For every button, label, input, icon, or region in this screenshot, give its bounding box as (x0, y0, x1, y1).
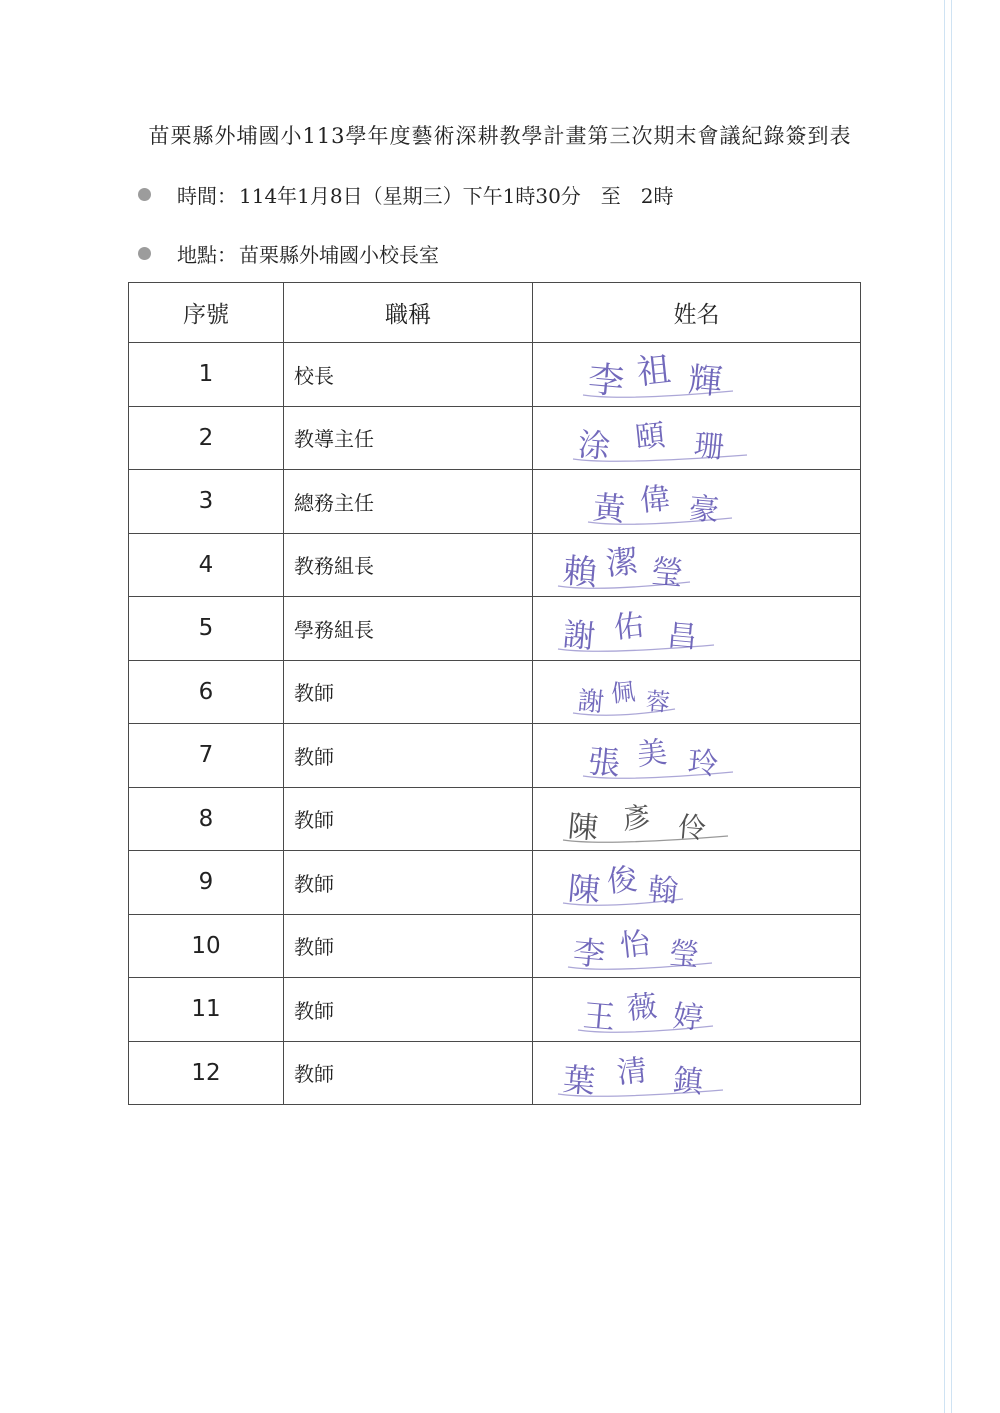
signature-cell (533, 660, 861, 724)
row-title: 學務組長 (284, 597, 533, 661)
signature-glyph: 瑩 (649, 551, 685, 593)
row-number: 11 (129, 978, 284, 1042)
signature-glyph: 黃 (591, 488, 627, 529)
table-row (129, 851, 861, 915)
sign-in-table (128, 282, 861, 1105)
table-row (129, 406, 861, 470)
signature-glyph: 鎮 (671, 1062, 705, 1101)
signature-glyph: 豪 (687, 491, 721, 529)
table-row (129, 597, 861, 661)
row-number: 7 (129, 724, 284, 788)
handwritten-signature (533, 724, 862, 788)
signature-cell (533, 1041, 861, 1105)
signature-cell (533, 851, 861, 915)
page-title: 苗栗縣外埔國小113學年度藝術深耕教學計畫第三次期末會議紀錄簽到表 (148, 124, 852, 148)
signature-glyph: 偉 (638, 481, 672, 519)
signature-glyph: 陳 (566, 808, 600, 847)
row-number: 5 (129, 597, 284, 661)
signature-glyph: 佑 (612, 608, 646, 646)
row-number: 6 (129, 660, 284, 724)
signature-glyph: 昌 (665, 618, 699, 656)
handwritten-signature (533, 851, 862, 915)
signature-glyph: 清 (615, 1052, 649, 1091)
row-title: 教師 (284, 914, 533, 978)
signature-cell (533, 470, 861, 534)
signature-glyph: 張 (586, 742, 622, 783)
row-title: 教務組長 (284, 533, 533, 597)
row-number: 10 (129, 914, 284, 978)
table-row (129, 470, 861, 534)
handwritten-signature (533, 470, 862, 534)
signature-glyph: 瑩 (667, 935, 701, 974)
bullet-icon (138, 247, 151, 260)
signature-glyph: 涂 (576, 424, 612, 466)
table-row (129, 533, 861, 597)
handwritten-signature (533, 534, 862, 598)
row-number: 12 (129, 1041, 284, 1105)
signature-glyph: 珊 (692, 427, 726, 466)
handwritten-signature (533, 661, 862, 725)
signature-glyph: 玲 (686, 745, 720, 783)
row-number: 4 (129, 533, 284, 597)
scan-edge-line (944, 0, 945, 1413)
row-title: 教師 (284, 851, 533, 915)
signature-glyph: 頤 (633, 417, 667, 456)
meeting-time (138, 180, 674, 209)
signature-glyph: 美 (635, 735, 669, 773)
header-title: 職稱 (284, 283, 533, 343)
table-row (129, 1041, 861, 1105)
row-title: 教師 (284, 978, 533, 1042)
signature-glyph: 祖 (634, 349, 673, 393)
signature-glyph: 薇 (625, 989, 659, 1027)
header-number: 序號 (129, 283, 284, 343)
signature-glyph: 婷 (671, 999, 705, 1037)
table-row (129, 660, 861, 724)
signature-glyph: 賴 (561, 550, 599, 594)
signature-glyph: 翰 (646, 872, 680, 910)
scan-edge-line (951, 0, 952, 1413)
time-label: 時間： (177, 184, 237, 208)
signature-cell (533, 533, 861, 597)
row-number: 1 (129, 343, 284, 407)
signature-glyph: 蓉 (644, 686, 672, 717)
signature-cell (533, 914, 861, 978)
table-row (129, 343, 861, 407)
table-row (129, 724, 861, 788)
signature-glyph: 輝 (686, 360, 724, 403)
handwritten-signature (533, 788, 862, 852)
signature-cell (533, 724, 861, 788)
signature-glyph: 伶 (676, 809, 708, 845)
signature-glyph: 謝 (561, 615, 597, 656)
time-value: 114年1月8日（星期三）下午1時30分 至 2時 (239, 184, 674, 208)
signature-cell (533, 406, 861, 470)
signature-glyph: 俊 (605, 862, 639, 900)
signature-glyph: 潔 (603, 541, 640, 583)
signature-cell (533, 343, 861, 407)
signature-glyph: 葉 (561, 1059, 597, 1101)
row-number: 3 (129, 470, 284, 534)
row-title: 校長 (284, 343, 533, 407)
signature-glyph: 謝 (576, 685, 606, 718)
row-number: 9 (129, 851, 284, 915)
row-title: 教師 (284, 724, 533, 788)
signature-glyph: 怡 (618, 925, 652, 964)
row-title: 教師 (284, 660, 533, 724)
signature-glyph: 佩 (609, 677, 637, 708)
handwritten-signature (533, 343, 862, 407)
table-row (129, 978, 861, 1042)
header-name: 姓名 (533, 283, 861, 343)
signature-cell (533, 597, 861, 661)
table-header-row (129, 283, 861, 343)
row-title: 教師 (284, 1041, 533, 1105)
place-label: 地點： (177, 243, 237, 267)
handwritten-signature (533, 978, 862, 1042)
row-number: 2 (129, 406, 284, 470)
meeting-place (138, 239, 439, 268)
row-title: 教導主任 (284, 406, 533, 470)
signature-glyph: 陳 (566, 869, 602, 910)
place-value: 苗栗縣外埔國小校長室 (239, 243, 439, 267)
signature-glyph: 王 (581, 996, 617, 1037)
signature-glyph: 彥 (620, 799, 652, 836)
signature-glyph: 李 (586, 359, 626, 404)
handwritten-signature (533, 407, 862, 471)
handwritten-signature (533, 1042, 862, 1106)
handwritten-signature (533, 597, 862, 661)
bullet-icon (138, 188, 151, 201)
signature-glyph: 李 (571, 932, 607, 974)
signature-cell (533, 787, 861, 851)
row-number: 8 (129, 787, 284, 851)
signature-cell (533, 978, 861, 1042)
row-title: 教師 (284, 787, 533, 851)
table-row (129, 914, 861, 978)
row-title: 總務主任 (284, 470, 533, 534)
handwritten-signature (533, 915, 862, 979)
table-row (129, 787, 861, 851)
